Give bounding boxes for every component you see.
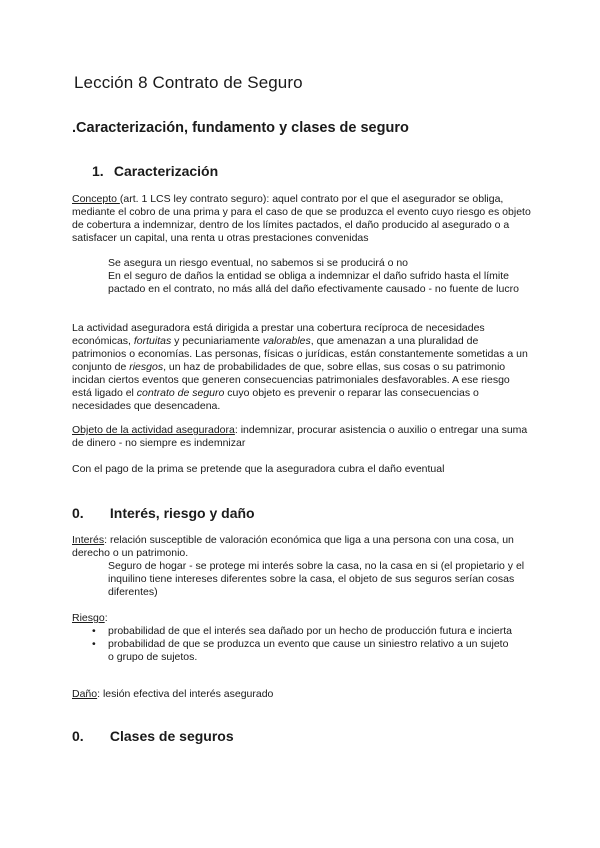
dano-text: : lesión efectiva del interés asegurado bbox=[97, 688, 274, 700]
objeto-text: : indemnizar, procurar asistencia o auxilio o entregar una suma de dinero - no siempre es indemnizar bbox=[72, 424, 528, 449]
actividad-text-5: cuyo objeto es prevenir o reparar las consecuencias o necesidades que desencadena. bbox=[72, 387, 479, 412]
interes-label: Interés bbox=[72, 534, 105, 546]
section-3-title: Clases de seguros bbox=[109, 728, 234, 744]
section-1-title: Caracterización bbox=[113, 163, 219, 179]
section-2-heading bbox=[72, 505, 255, 521]
list-item: • probabilidad de que el interés sea dañado por un hecho de producción futura e incierta bbox=[92, 625, 512, 638]
section-1-heading bbox=[92, 163, 218, 179]
actividad-text-3: , que amenazan a una pluralidad de patrimonios o economías. Las personas, físicas o jurídicas, están constantemente sometidas a un conjunto de bbox=[72, 335, 528, 373]
section-1-number: 1. bbox=[92, 163, 104, 179]
concepto-label: Concepto bbox=[72, 193, 120, 205]
interes-text: : relación susceptible de valoración económica que liga a una persona con una cosa, un derecho o un patrimonio. bbox=[72, 534, 514, 559]
section-3-number: 0. bbox=[72, 728, 84, 744]
indent-note-1: Se asegura un riesgo eventual, no sabemos si se producirá o no bbox=[108, 257, 409, 269]
actividad-italic-fortuitas: fortuitas bbox=[133, 335, 172, 347]
concepto-paragraph bbox=[72, 193, 532, 245]
interes-indent-note: Seguro de hogar - se protege mi interés sobre la casa, no la casa en si (el propietario y el inquilino tiene intereses diferentes sobre la casa, el objeto de sus seguros serían cosas diferentes) bbox=[108, 560, 525, 598]
dano-label: Daño bbox=[72, 688, 98, 700]
actividad-italic-contrato: contrato de seguro bbox=[136, 387, 225, 399]
dano-paragraph bbox=[72, 688, 532, 701]
subtitle-heading: .Caracterización, fundamento y clases de seguro bbox=[72, 120, 409, 136]
interes-paragraph bbox=[72, 534, 532, 560]
section-2-title: Interés, riesgo y daño bbox=[109, 505, 255, 521]
pago-paragraph: Con el pago de la prima se pretende que la aseguradora cubra el daño eventual bbox=[72, 463, 445, 475]
actividad-italic-valorables: valorables bbox=[262, 335, 311, 347]
section-3-heading bbox=[72, 728, 234, 744]
concepto-text: (art. 1 LCS ley contrato seguro): aquel contrato por el que el asegurador se obliga, mediante el cobro de una prima y para el caso de que se produzca el evento cuyo riesgo es objeto de cobertura a indemnizar, dentro de los límites pactados, el daño producido al asegurado o a satisfacer un capital, una renta u otras prestaciones convenidas bbox=[72, 193, 531, 244]
riesgo-list bbox=[92, 625, 512, 664]
objeto-label: Objeto de la actividad aseguradora bbox=[72, 424, 235, 436]
page-title: Lección 8 Contrato de Seguro bbox=[74, 73, 303, 92]
actividad-text-1: La actividad aseguradora está dirigida a prestar una cobertura recíproca de necesidades económicas, bbox=[72, 322, 485, 347]
riesgo-colon: : bbox=[104, 612, 108, 624]
actividad-text-4: , un haz de probabilidades de que, sobre ellas, sus cosas o su patrimonio incidan ciertos eventos que generen consecuencias patrimoniales desfavorables. A ese riesgo está ligado el bbox=[72, 361, 510, 399]
riesgo-label: Riesgo bbox=[72, 612, 105, 624]
actividad-italic-riesgos: riesgos bbox=[129, 361, 164, 373]
indent-note-2: En el seguro de daños la entidad se obliga a indemnizar el daño sufrido hasta el límite pactado en el contrato, no más allá del daño efectivamente causado - no fuente de lucro bbox=[108, 270, 519, 295]
section-2-number: 0. bbox=[72, 505, 84, 521]
actividad-text-2: y pecuniariamente bbox=[171, 335, 263, 347]
actividad-paragraph bbox=[72, 322, 532, 413]
riesgo-heading bbox=[72, 612, 108, 625]
list-item: • probabilidad de que se produzca un evento que cause un siniestro relativo a un sujeto o grupo de sujetos. bbox=[92, 638, 512, 664]
objeto-paragraph bbox=[72, 424, 532, 450]
